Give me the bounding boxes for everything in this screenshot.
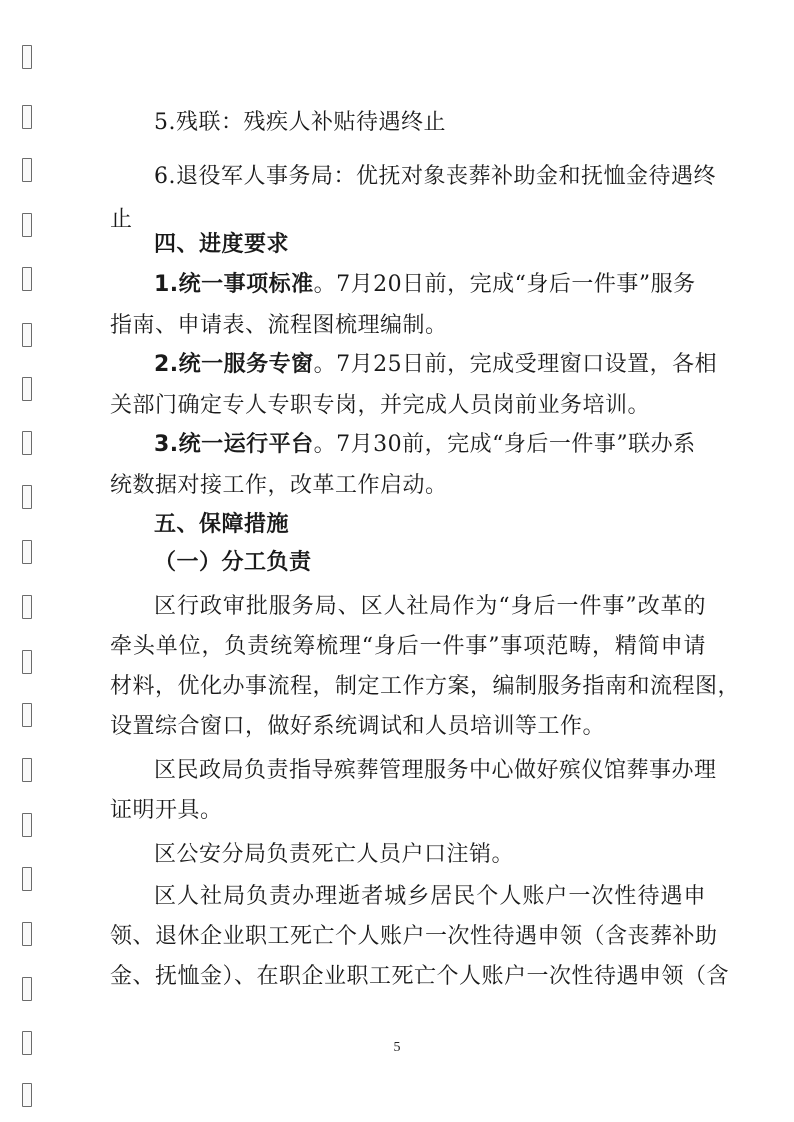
binding-hole-icon bbox=[22, 922, 32, 946]
binding-hole-icon bbox=[22, 595, 32, 619]
item-text: 。7月30前，完成“身后一件事”联办系 bbox=[313, 432, 696, 457]
binding-hole-icon bbox=[22, 1083, 32, 1107]
paragraph-line: 证明开具。 bbox=[110, 798, 223, 823]
item-title: 1.统一事项标准 bbox=[154, 272, 314, 297]
subsection-heading: （一）分工负责 bbox=[154, 550, 312, 575]
item-title: 3.统一运行平台 bbox=[154, 432, 314, 457]
binding-hole-icon bbox=[22, 650, 32, 674]
paragraph-line: 止 bbox=[110, 207, 133, 232]
binding-hole-icon bbox=[22, 703, 32, 727]
item-text: 。7月25日前，完成受理窗口设置，各相 bbox=[313, 352, 718, 377]
paragraph-line: 5.残联：残疾人补贴待遇终止 bbox=[154, 110, 446, 135]
paragraph-line: 区行政审批服务局、区人社局作为“身后一件事”改革的 bbox=[154, 594, 706, 619]
paragraph-line: 区人社局负责办理逝者城乡居民个人账户一次性待遇申 bbox=[154, 884, 706, 909]
binding-hole-icon bbox=[22, 485, 32, 509]
paragraph-line bbox=[154, 270, 696, 300]
section-heading: 五、保障措施 bbox=[154, 512, 290, 537]
binding-hole-icon bbox=[22, 977, 32, 1001]
binding-hole-icon bbox=[22, 758, 32, 782]
binding-hole-icon bbox=[22, 377, 32, 401]
binding-hole-icon bbox=[22, 158, 32, 182]
binding-holes bbox=[22, 45, 36, 1105]
paragraph-line bbox=[154, 430, 696, 460]
binding-hole-icon bbox=[22, 431, 32, 455]
paragraph-line: 金、抚恤金）、在职企业职工死亡个人账户一次性待遇申领（含 bbox=[110, 964, 730, 989]
binding-hole-icon bbox=[22, 323, 32, 347]
paragraph-line: 关部门确定专人专职专岗，并完成人员岗前业务培训。 bbox=[110, 393, 651, 418]
paragraph-line: 6.退役军人事务局：优抚对象丧葬补助金和抚恤金待遇终 bbox=[154, 164, 716, 189]
paragraph-line: 材料，优化办事流程，制定工作方案，编制服务指南和流程图， bbox=[110, 674, 741, 699]
binding-hole-icon bbox=[22, 867, 32, 891]
page-number: 5 bbox=[393, 1040, 401, 1055]
binding-hole-icon bbox=[22, 813, 32, 837]
paragraph-line: 设置综合窗口，做好系统调试和人员培训等工作。 bbox=[110, 714, 606, 739]
binding-hole-icon bbox=[22, 105, 32, 129]
binding-hole-icon bbox=[22, 45, 32, 69]
paragraph-line bbox=[154, 350, 717, 380]
item-title: 2.统一服务专窗 bbox=[154, 352, 314, 377]
paragraph-line: 牵头单位，负责统筹梳理“身后一件事”事项范畴，精简申请 bbox=[110, 634, 706, 659]
paragraph-line: 区公安分局负责死亡人员户口注销。 bbox=[154, 842, 515, 867]
binding-hole-icon bbox=[22, 267, 32, 291]
paragraph-line: 指南、申请表、流程图梳理编制。 bbox=[110, 313, 448, 338]
binding-hole-icon bbox=[22, 213, 32, 237]
section-heading: 四、进度要求 bbox=[154, 232, 290, 257]
paragraph-line: 区民政局负责指导殡葬管理服务中心做好殡仪馆葬事办理 bbox=[154, 758, 717, 783]
binding-hole-icon bbox=[22, 540, 32, 564]
item-text: 。7月20日前，完成“身后一件事”服务 bbox=[313, 272, 696, 297]
paragraph-line: 统数据对接工作，改革工作启动。 bbox=[110, 473, 448, 498]
paragraph-line: 领、退休企业职工死亡个人账户一次性待遇申领（含丧葬补助 bbox=[110, 924, 718, 949]
